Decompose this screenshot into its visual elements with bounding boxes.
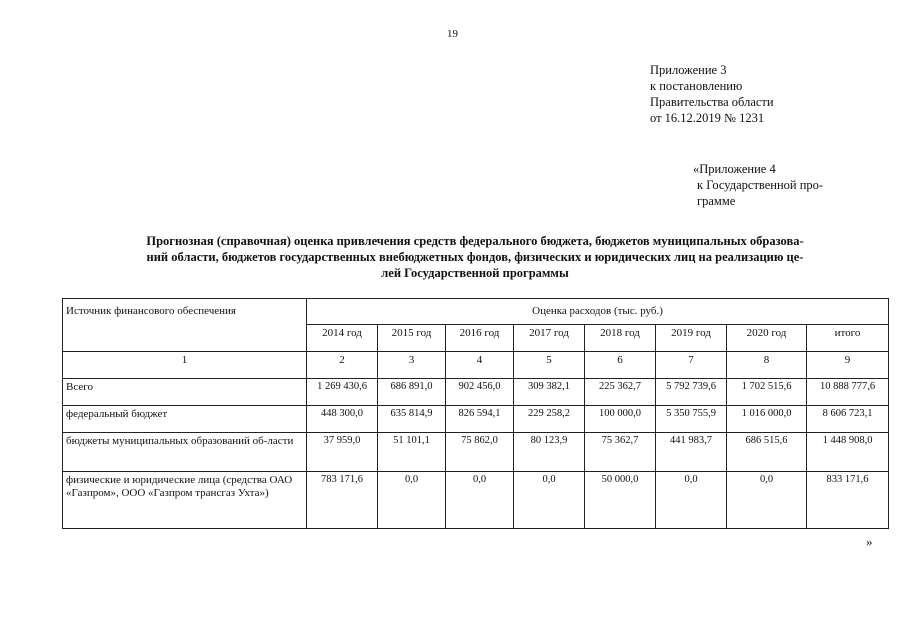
value-cell: 5 792 739,6: [656, 379, 727, 406]
value-cell: 783 171,6: [307, 472, 378, 529]
page-number: 19: [447, 28, 458, 40]
value-cell: 1 269 430,6: [307, 379, 378, 406]
value-cell: 1 016 000,0: [727, 406, 807, 433]
column-number: 8: [727, 352, 807, 379]
table-row: [63, 406, 889, 433]
source-header: Источник финансового обеспечения: [63, 299, 307, 352]
row-label: бюджеты муниципальных образований об-ласти: [63, 433, 307, 472]
appendix-4-header: [693, 161, 823, 209]
budget-table: [62, 298, 889, 529]
appendix-4-line: грамме: [697, 194, 736, 208]
column-number: 3: [378, 352, 446, 379]
title-line: Прогнозная (справочная) оценка привлечения средств федерального бюджета, бюджетов муниципальных образова-: [146, 234, 804, 248]
value-cell: 0,0: [727, 472, 807, 529]
column-number: 4: [446, 352, 514, 379]
year-cell: 2019 год: [656, 325, 727, 352]
value-cell: 5 350 755,9: [656, 406, 727, 433]
title-line: лей Государственной программы: [381, 266, 569, 280]
value-cell: 37 959,0: [307, 433, 378, 472]
total-cell: 8 606 723,1: [807, 406, 889, 433]
value-cell: 635 814,9: [378, 406, 446, 433]
year-cell: 2015 год: [378, 325, 446, 352]
year-cell: 2017 год: [514, 325, 585, 352]
value-cell: 309 382,1: [514, 379, 585, 406]
value-cell: 686 891,0: [378, 379, 446, 406]
value-cell: 0,0: [378, 472, 446, 529]
value-cell: 826 594,1: [446, 406, 514, 433]
total-header-cell: итого: [807, 325, 889, 352]
value-cell: 50 000,0: [585, 472, 656, 529]
table-row: [63, 433, 889, 472]
value-cell: 0,0: [514, 472, 585, 529]
value-cell: 75 362,7: [585, 433, 656, 472]
appendix-3-line: Правительства области: [650, 95, 774, 109]
column-number: 5: [514, 352, 585, 379]
value-cell: 441 983,7: [656, 433, 727, 472]
title-line: ний области, бюджетов государственных внебюджетных фондов, физических и юридических лиц на реализацию це-: [146, 250, 804, 264]
value-cell: 225 362,7: [585, 379, 656, 406]
column-number: 6: [585, 352, 656, 379]
value-cell: 686 515,6: [727, 433, 807, 472]
year-cell: 2016 год: [446, 325, 514, 352]
appendix-3-header: [650, 62, 774, 126]
estimate-header: Оценка расходов (тыс. руб.): [307, 299, 889, 325]
value-cell: 75 862,0: [446, 433, 514, 472]
total-cell: 833 171,6: [807, 472, 889, 529]
value-cell: 51 101,1: [378, 433, 446, 472]
value-cell: 902 456,0: [446, 379, 514, 406]
value-cell: 229 258,2: [514, 406, 585, 433]
appendix-3-line: к постановлению: [650, 79, 743, 93]
column-number: 9: [807, 352, 889, 379]
value-cell: 0,0: [656, 472, 727, 529]
appendix-3-line: Приложение 3: [650, 63, 727, 77]
table-row: [63, 472, 889, 529]
appendix-4-line: «Приложение 4: [693, 162, 776, 176]
appendix-4-line: к Государственной про-: [697, 178, 824, 192]
closing-quote: »: [866, 534, 873, 549]
value-cell: 100 000,0: [585, 406, 656, 433]
appendix-3-line: от 16.12.2019 № 1231: [650, 111, 765, 125]
row-label: Всего: [63, 379, 307, 406]
column-number: 7: [656, 352, 727, 379]
total-cell: 1 448 908,0: [807, 433, 889, 472]
column-numbers-row: [63, 352, 889, 379]
year-cell: 2014 год: [307, 325, 378, 352]
total-cell: 10 888 777,6: [807, 379, 889, 406]
year-cell: 2020 год: [727, 325, 807, 352]
value-cell: 80 123,9: [514, 433, 585, 472]
year-cell: 2018 год: [585, 325, 656, 352]
column-number: 1: [63, 352, 307, 379]
value-cell: 1 702 515,6: [727, 379, 807, 406]
document-title: [62, 233, 888, 281]
row-label: федеральный бюджет: [63, 406, 307, 433]
value-cell: 448 300,0: [307, 406, 378, 433]
value-cell: 0,0: [446, 472, 514, 529]
column-number: 2: [307, 352, 378, 379]
header-row: [63, 299, 889, 325]
table-row: [63, 379, 889, 406]
row-label: физические и юридические лица (средства ОАО «Газпром», ООО «Газпром трансгаз Ухта»): [63, 472, 307, 529]
